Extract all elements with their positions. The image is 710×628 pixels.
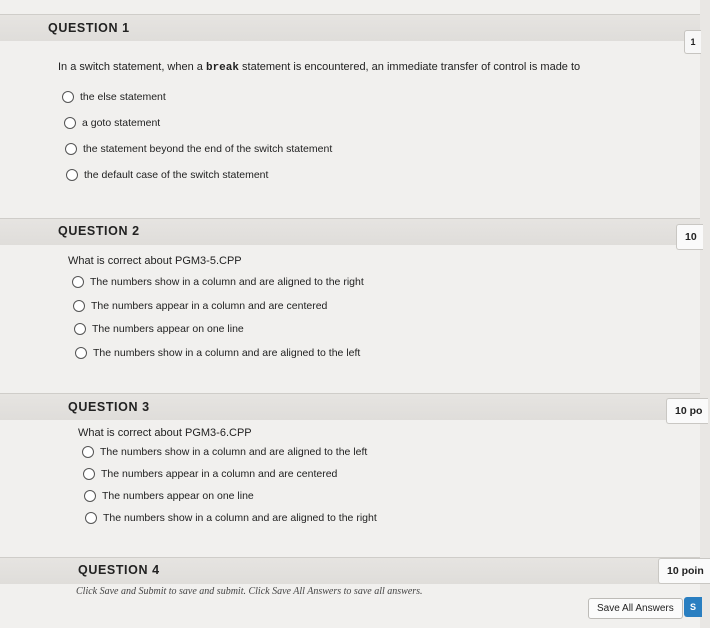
- code-keyword: break: [205, 62, 239, 74]
- question-3-points: 10 po: [666, 398, 708, 424]
- question-2-option-2[interactable]: The numbers appear in a column and are centered: [73, 300, 327, 312]
- radio-button-icon[interactable]: [83, 468, 95, 480]
- save-instructions: Click Save and Submit to save and submit. Click Save All Answers to save all answers.: [76, 586, 423, 597]
- radio-button-icon[interactable]: [64, 117, 76, 129]
- radio-button-icon[interactable]: [84, 490, 96, 502]
- question-2-points: 10: [676, 224, 703, 250]
- question-3-option-1[interactable]: The numbers show in a column and are aligned to the left: [82, 446, 367, 458]
- question-4-title: QUESTION 4: [78, 563, 160, 577]
- save-and-submit-button[interactable]: S: [684, 597, 702, 617]
- question-3-title: QUESTION 3: [68, 400, 150, 414]
- question-1-prompt: In a switch statement, when a break statement is encountered, an immediate transfer of control is made to: [58, 61, 581, 74]
- radio-button-icon[interactable]: [65, 143, 77, 155]
- question-2-option-3[interactable]: The numbers appear on one line: [74, 323, 244, 335]
- question-4-points: 10 poin: [658, 558, 710, 584]
- radio-button-icon[interactable]: [75, 347, 87, 359]
- radio-button-icon[interactable]: [62, 91, 74, 103]
- radio-button-icon[interactable]: [72, 276, 84, 288]
- question-1-option-3[interactable]: the statement beyond the end of the switch statement: [65, 143, 332, 155]
- radio-button-icon[interactable]: [66, 169, 78, 181]
- question-1-option-4[interactable]: the default case of the switch statement: [66, 169, 268, 181]
- question-3-prompt: What is correct about PGM3-6.CPP: [78, 427, 252, 439]
- question-3-option-4[interactable]: The numbers show in a column and are aligned to the right: [85, 512, 377, 524]
- question-2-option-1[interactable]: The numbers show in a column and are aligned to the right: [72, 276, 364, 288]
- save-all-answers-button[interactable]: Save All Answers: [588, 598, 683, 619]
- question-2-prompt: What is correct about PGM3-5.CPP: [68, 255, 242, 267]
- radio-button-icon[interactable]: [82, 446, 94, 458]
- question-1-points-badge: 1: [684, 30, 701, 54]
- question-3-option-2[interactable]: The numbers appear in a column and are centered: [83, 468, 337, 480]
- question-1-title: QUESTION 1: [48, 21, 130, 35]
- question-1-option-1[interactable]: the else statement: [62, 91, 166, 103]
- radio-button-icon[interactable]: [73, 300, 85, 312]
- radio-button-icon[interactable]: [85, 512, 97, 524]
- question-3-option-3[interactable]: The numbers appear on one line: [84, 490, 254, 502]
- radio-button-icon[interactable]: [74, 323, 86, 335]
- question-2-option-4[interactable]: The numbers show in a column and are aligned to the left: [75, 347, 360, 359]
- question-1-option-2[interactable]: a goto statement: [64, 117, 160, 129]
- question-2-title: QUESTION 2: [58, 224, 140, 238]
